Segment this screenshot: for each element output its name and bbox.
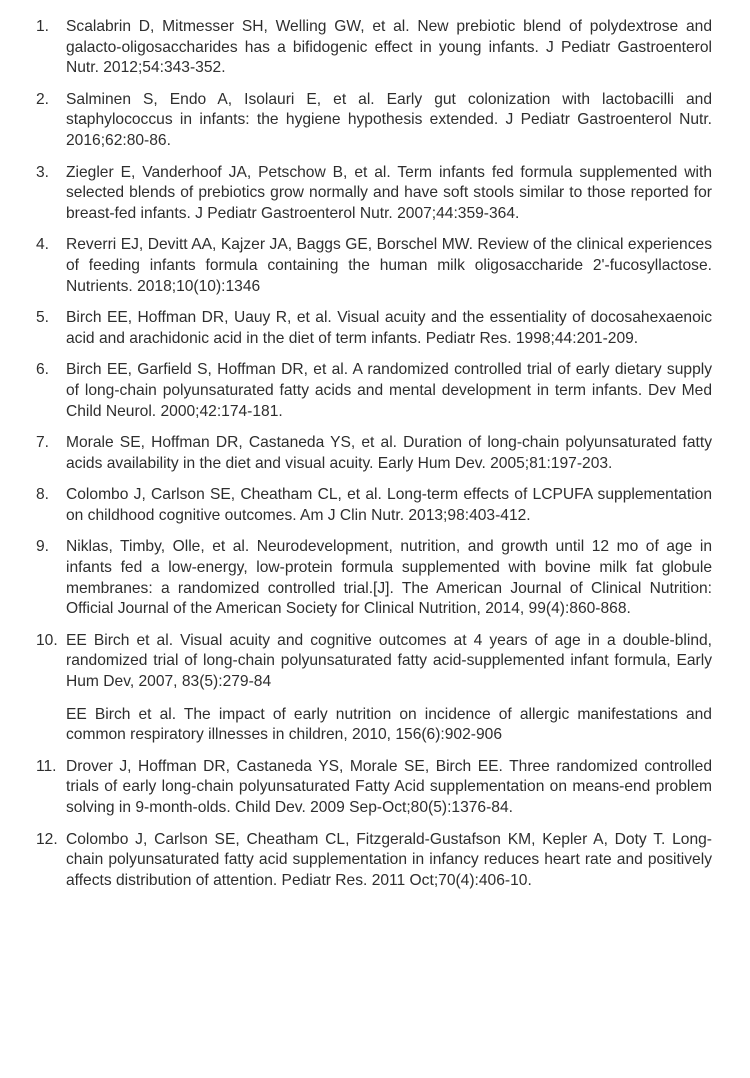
reference-text: Colombo J, Carlson SE, Cheatham CL, Fitzgerald-Gustafson KM, Kepler A, Doty T. Long-chain polyunsaturated fatty acid supplementation in infancy reduces heart rate and positively affects distribution of attention. Pediatr Res. 2011 Oct;70(4):406-10.: [66, 830, 712, 889]
reference-text: Birch EE, Garfield S, Hoffman DR, et al. A randomized controlled trial of early dietary supply of long-chain polyunsaturated fatty acids and mental development in term infants. Dev Med Child Neurol. 2000;42:174-181.: [66, 361, 712, 420]
reference-number: 6.: [36, 361, 50, 379]
reference-text: Scalabrin D, Mitmesser SH, Welling GW, et al. New prebiotic blend of polydextrose and galacto-oligosaccharides has a bifidogenic effect in young infants. J Pediatr Gastroenterol Nutr. 2012;54:343-352.: [66, 18, 712, 77]
reference-item-5: [36, 308, 712, 349]
reference-item-2: [36, 90, 712, 152]
reference-subtext: EE Birch et al. The impact of early nutrition on incidence of allergic manifestations and common respiratory illnesses in children, 2010, 156(6):902-906: [66, 705, 712, 744]
reference-number: 9.: [36, 538, 50, 556]
reference-number: 12.: [36, 830, 58, 848]
reference-list: [36, 17, 712, 891]
reference-number: 2.: [36, 90, 50, 108]
reference-item-4: [36, 235, 712, 297]
reference-item-9: [36, 537, 712, 619]
reference-text: Morale SE, Hoffman DR, Castaneda YS, et al. Duration of long-chain polyunsaturated fatty acids availability in the diet and visual acuity. Early Hum Dev. 2005;81:197-203.: [66, 434, 712, 472]
reference-text: Salminen S, Endo A, Isolauri E, et al. Early gut colonization with lactobacilli and staphylococcus in infants: the hygiene hypothesis extended. J Pediatr Gastroenterol Nutr. 2016;62:80-86.: [66, 90, 712, 149]
reference-number: 1.: [36, 18, 50, 35]
reference-text: Birch EE, Hoffman DR, Uauy R, et al. Visual acuity and the essentiality of docosahexaenoic acid and arachidonic acid in the diet of term infants. Pediatr Res. 1998;44:201-209.: [66, 309, 712, 347]
reference-number: 7.: [36, 434, 50, 452]
reference-item-8: [36, 485, 712, 526]
reference-text: Reverri EJ, Devitt AA, Kajzer JA, Baggs GE, Borschel MW. Review of the clinical experiences of feeding infants formula containing the human milk oligosaccharide 2'-fucosyllactose. Nutrients. 2018;10(10):1346: [66, 236, 712, 295]
reference-text: Ziegler E, Vanderhoof JA, Petschow B, et al. Term infants fed formula supplemented with selected blends of prebiotics grow normally and have soft stools similar to those reported for breast-fed infants. J Pediatr Gastroenterol Nutr. 2007;44:359-364.: [66, 163, 712, 222]
reference-item-3: [36, 163, 712, 225]
reference-item-11: [36, 757, 712, 819]
reference-item-6: [36, 360, 712, 422]
reference-item-7: [36, 433, 712, 474]
reference-number: 8.: [36, 486, 50, 504]
reference-item-1: [36, 17, 712, 79]
reference-item-10: [36, 631, 712, 746]
reference-number: 5.: [36, 309, 50, 327]
reference-number: 11.: [36, 757, 57, 775]
reference-text: Niklas, Timby, Olle, et al. Neurodevelopment, nutrition, and growth until 12 mo of age in infants fed a low-energy, low-protein formula supplemented with bovine milk fat globule membranes: a randomized controlled trial.[J]. The American Journal of Clinical Nutrition: Official Journal of the American Society for Clinical Nutrition, 2014, 99(4):860-868.: [66, 538, 712, 618]
reference-number: 3.: [36, 163, 50, 181]
reference-text-group: [66, 631, 712, 746]
reference-text: Drover J, Hoffman DR, Castaneda YS, Morale SE, Birch EE. Three randomized controlled trials of early long-chain polyunsaturated Fatty Acid supplementation on means-end problem solving in 9-month-olds. Child Dev. 2009 Sep-Oct;80(5):1376-84.: [66, 757, 712, 816]
reference-text: Colombo J, Carlson SE, Cheatham CL, et al. Long-term effects of LCPUFA supplementation on childhood cognitive outcomes. Am J Clin Nutr. 2013;98:403-412.: [66, 486, 712, 524]
reference-number: 4.: [36, 236, 50, 254]
reference-text: EE Birch et al. Visual acuity and cognitive outcomes at 4 years of age in a double-blind, randomized trial of long-chain polyunsaturated fatty acid-supplemented infant formula, Early Hum Dev, 2007, 83(5):279-84: [66, 631, 712, 691]
reference-number: 10.: [36, 631, 58, 649]
reference-item-12: [36, 830, 712, 892]
